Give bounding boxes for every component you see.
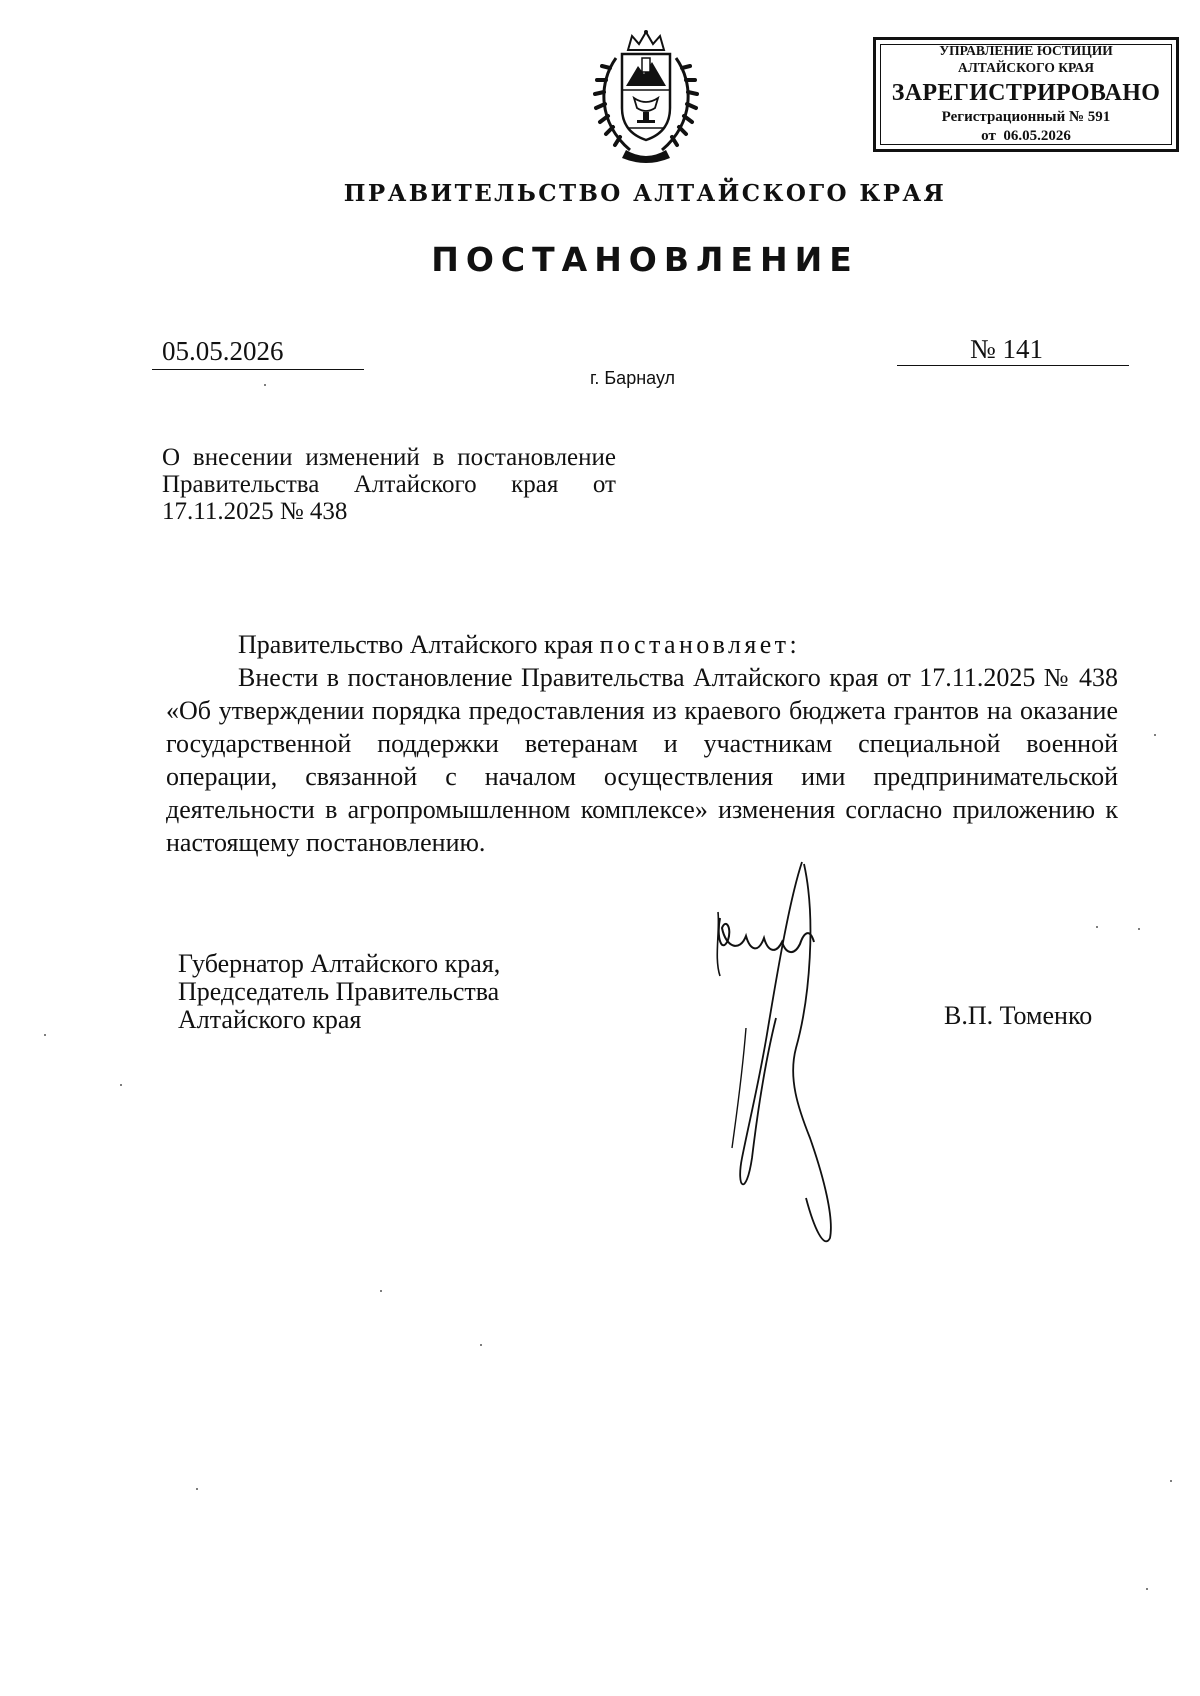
stamp-org-line1: УПРАВЛЕНИЕ ЮСТИЦИИ xyxy=(939,43,1113,58)
signer-name: В.П. Томенко xyxy=(944,1001,1093,1030)
document-type: ПОСТАНОВЛЕНИЕ xyxy=(431,240,859,279)
document-subject: О внесении изменений в постановление Правительства Алтайского края от 17.11.2025 № 438 xyxy=(162,444,616,525)
scan-speck xyxy=(264,384,266,386)
signer-position-line3: Алтайского края xyxy=(178,1005,362,1034)
scan-speck xyxy=(1154,734,1156,736)
scan-speck xyxy=(196,1488,198,1490)
city: г. Барнаул xyxy=(590,368,676,388)
document-body xyxy=(166,628,1118,859)
signer-position-line2: Председатель Правительства xyxy=(178,977,500,1006)
stamp-status: ЗАРЕГИСТРИРОВАНО xyxy=(891,80,1161,106)
government-title: ПРАВИТЕЛЬСТВО АЛТАЙСКОГО КРАЯ xyxy=(343,180,947,207)
stamp-org-line2: АЛТАЙСКОГО КРАЯ xyxy=(957,60,1095,75)
body-p1-prefix: Правительство Алтайского края xyxy=(238,630,600,659)
scan-speck xyxy=(120,1084,122,1086)
signer-position-line1: Губернатор Алтайского края, xyxy=(178,949,501,978)
scan-speck xyxy=(44,1034,46,1036)
scan-speck xyxy=(380,1290,382,1292)
registration-stamp xyxy=(873,37,1179,152)
document-number: № 141 xyxy=(970,334,1044,364)
scan-speck xyxy=(1138,928,1140,930)
stamp-reg-date: от 06.05.2026 xyxy=(981,128,1071,144)
scan-speck xyxy=(1146,1588,1148,1590)
body-paragraph-2: Внести в постановление Правительства Алтайского края от 17.11.2025 № 438 «Об утверждении порядка предоставления из краевого бюджета грантов на оказание государственной поддержки ветеранам и участникам специальной военной операции, связанной с началом осуществления ими предпринимательской деятельности в агропромышленном комплексе» изменения согласно приложению к настоящему постановлению. xyxy=(166,663,1118,857)
date-underline xyxy=(152,369,364,370)
handwritten-signature xyxy=(706,858,896,1258)
scan-speck xyxy=(480,1344,482,1346)
document-date: 05.05.2026 xyxy=(162,336,284,366)
signer-position xyxy=(178,950,500,1034)
body-p1-spaced: постановляет: xyxy=(599,630,801,659)
scan-speck xyxy=(1170,1480,1172,1482)
number-underline xyxy=(897,365,1129,366)
stamp-reg-number: Регистрационный № 591 xyxy=(941,109,1111,125)
body-paragraph-1 xyxy=(166,628,1118,661)
coat-of-arms-icon xyxy=(586,28,706,166)
scan-speck xyxy=(1096,926,1098,928)
